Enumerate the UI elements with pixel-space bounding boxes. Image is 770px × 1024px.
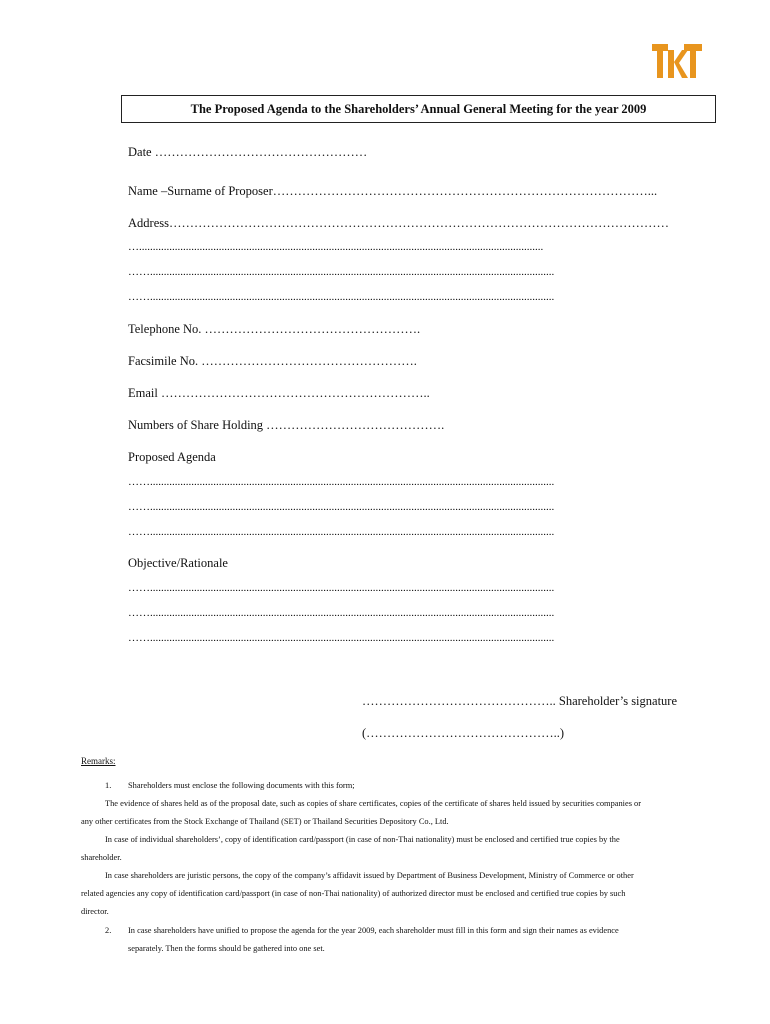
telephone-field[interactable]: Telephone No. ……………………………………………. [128,322,421,336]
remark-text: In case of individual shareholders’, copy of identification card/passport (in case of non-Thai nationality) must be enclosed and certified true copies by the [105,835,620,844]
remarks-title: Remarks: [81,756,116,766]
address-field[interactable]: Address………………………………………………………………………………………………………… [128,216,669,230]
facsimile-field[interactable]: Facsimile No. ……………………………………………. [128,354,417,368]
company-logo [652,44,702,78]
email-field[interactable]: Email ……………………………………………………….. [128,386,430,400]
date-field[interactable]: Date …………………………………………… [128,145,368,159]
remark-text: Shareholders must enclose the following documents with this form; [128,781,355,790]
address-line-4[interactable]: ……................................................................................................................................................... [128,291,555,303]
agenda-line[interactable]: ……................................................................................................................................................... [128,526,555,538]
remark-text: The evidence of shares held as of the proposal date, such as copies of share certificates, copies of the certificate of shares held issued by securities companies or [105,799,642,808]
proposed-agenda-label: Proposed Agenda [128,450,216,464]
remark-text: shareholder. [81,853,122,862]
share-holding-field[interactable]: Numbers of Share Holding ……………………………………. [128,418,445,432]
form-title: The Proposed Agenda to the Shareholders’ Annual General Meeting for the year 2009 [121,95,716,123]
proposer-name-field[interactable]: Name –Surname of Proposer………………………………………………………………………………... [128,184,658,198]
address-line-2[interactable]: …................................................................................................................................................... [128,241,544,253]
objective-line[interactable]: ……................................................................................................................................................... [128,632,555,644]
objective-line[interactable]: ……................................................................................................................................................... [128,582,555,594]
remark-text: In case shareholders have unified to propose the agenda for the year 2009, each shareholder must fill in this form and sign their names as evidence [128,926,619,935]
objective-label: Objective/Rationale [128,556,228,570]
shareholder-signature-line[interactable]: ……………………………………….. Shareholder’s signature [362,694,678,708]
address-line-3[interactable]: ……................................................................................................................................................... [128,266,555,278]
agenda-line[interactable]: ……................................................................................................................................................... [128,476,555,488]
remark-text: separately. Then the forms should be gathered into one set. [128,944,325,953]
remark-text: any other certificates from the Stock Exchange of Thailand (SET) or Thailand Securities Depository Co., Ltd. [81,817,449,826]
remark-text: director. [81,907,109,916]
remark-number: 2. [105,926,112,935]
remark-text: related agencies any copy of identification card/passport (in case of non-Thai nationality) of authorized director must be enclosed and certified true copies by such [81,889,626,898]
remark-text: In case shareholders are juristic persons, the copy of the company’s affidavit issued by Department of Business Development, Ministry of Commerce or other [105,871,634,880]
agenda-line[interactable]: ……................................................................................................................................................... [128,501,555,513]
shareholder-name-line[interactable]: (………………………………………..) [362,726,565,740]
objective-line[interactable]: ……................................................................................................................................................... [128,607,555,619]
remark-number: 1. [105,781,112,790]
